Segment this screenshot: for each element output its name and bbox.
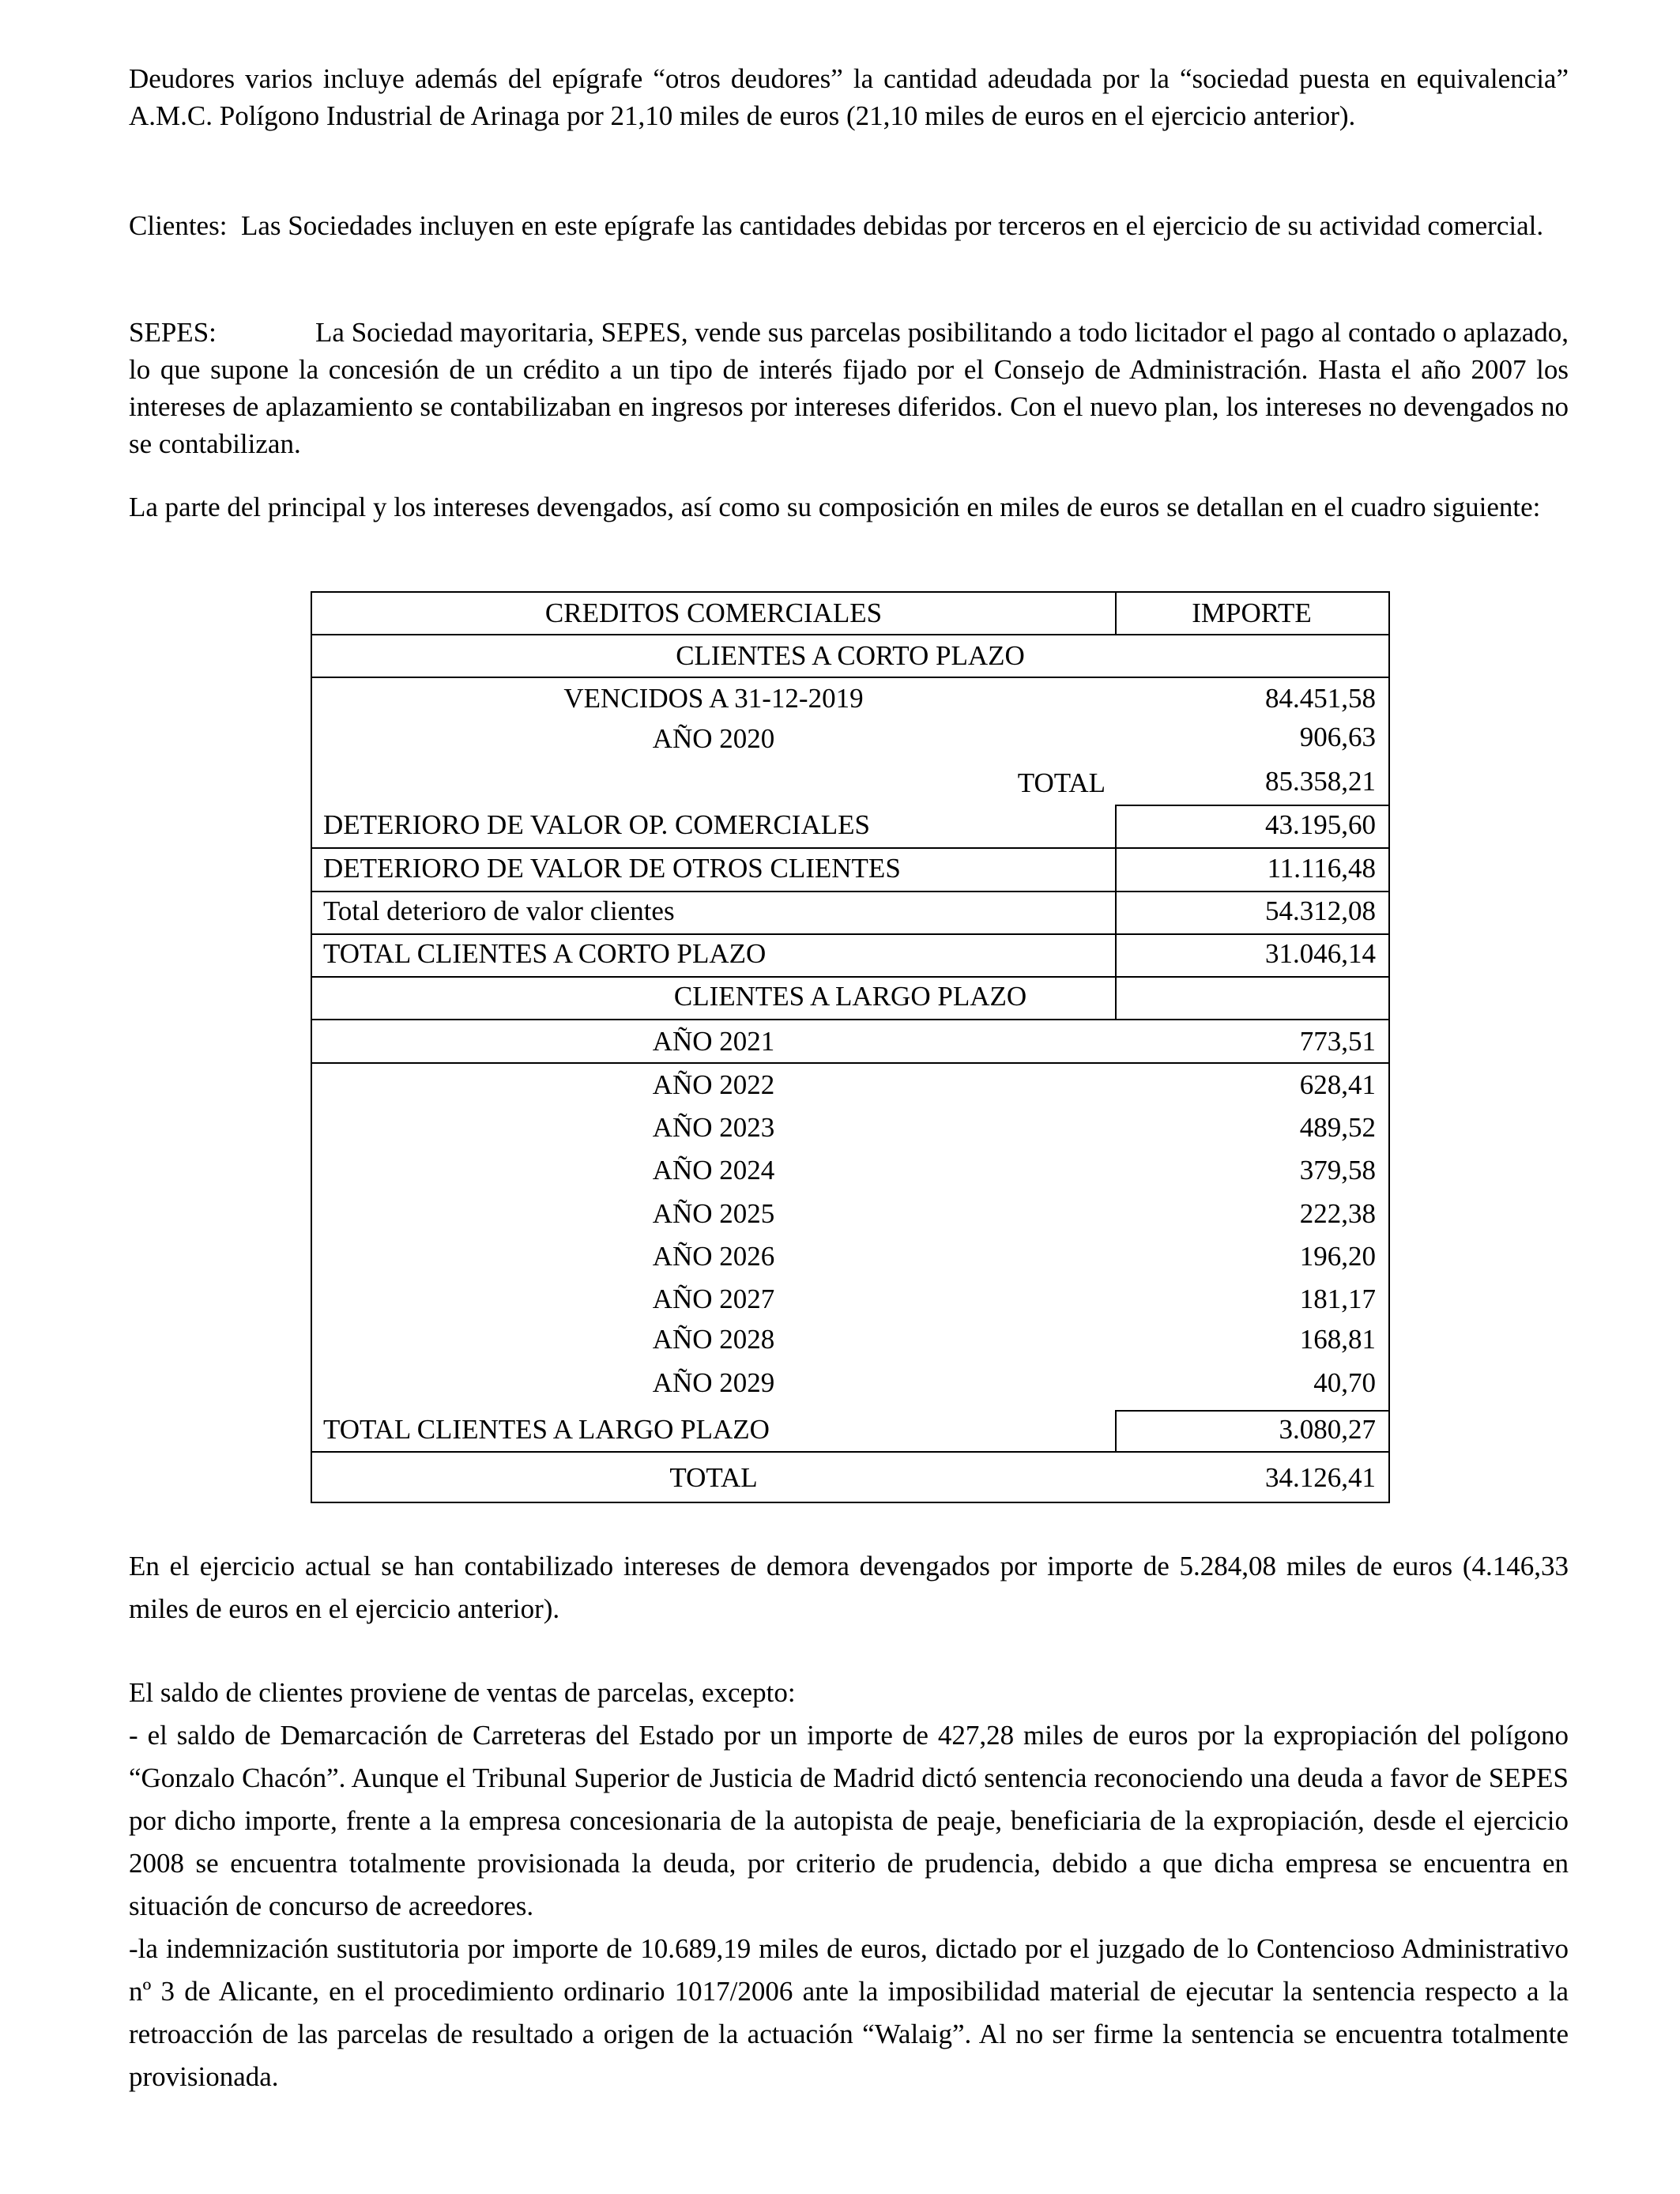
long-term-title: CLIENTES A LARGO PLAZO bbox=[673, 981, 1027, 1012]
long-term-row-label: AÑO 2026 bbox=[652, 1241, 775, 1272]
short-term-row-label: VENCIDOS A 31-12-2019 bbox=[563, 683, 864, 714]
long-term-row-value: 379,58 bbox=[1299, 1155, 1376, 1186]
saldo-intro: El saldo de clientes proviene de ventas de parcelas, excepto: bbox=[129, 1677, 796, 1708]
long-term-row-label: AÑO 2024 bbox=[652, 1155, 775, 1186]
impairment-row-label: DETERIORO DE VALOR DE OTROS CLIENTES bbox=[323, 853, 901, 884]
long-term-row-value: 222,38 bbox=[1299, 1198, 1376, 1229]
long-term-row-label: AÑO 2028 bbox=[652, 1324, 775, 1355]
long-term-row-label: AÑO 2027 bbox=[652, 1284, 775, 1314]
long-term-total-value: 3.080,27 bbox=[1279, 1414, 1376, 1445]
paragraph-clientes bbox=[129, 207, 1569, 244]
clientes-label: Clientes: bbox=[129, 210, 228, 241]
impairment-row-value: 43.195,60 bbox=[1265, 809, 1376, 840]
long-term-row-label: AÑO 2022 bbox=[652, 1069, 775, 1100]
header-amount: IMPORTE bbox=[1192, 598, 1312, 628]
long-term-row-label: AÑO 2029 bbox=[652, 1367, 775, 1398]
short-term-total-label: TOTAL bbox=[1017, 767, 1106, 798]
impairment-row-label: Total deterioro de valor clientes bbox=[323, 895, 675, 926]
long-term-row-label: AÑO 2023 bbox=[652, 1112, 775, 1143]
header-concept: CREDITOS COMERCIALES bbox=[544, 598, 883, 628]
paragraph-sepes bbox=[129, 314, 1569, 462]
long-term-row-value: 773,51 bbox=[1299, 1026, 1376, 1057]
clientes-text: Las Sociedades incluyen en este epígrafe las cantidades debidas por terceros en el ejercicio de su actividad comercial. bbox=[240, 210, 1544, 241]
paragraph-saldo bbox=[129, 1672, 1569, 2098]
impairment-row-value: 31.046,14 bbox=[1265, 938, 1376, 969]
long-term-row-value: 40,70 bbox=[1313, 1367, 1376, 1398]
saldo-item-1: - el saldo de Demarcación de Carreteras del Estado por un importe de 427,28 miles de euros por la expropiación del polígono “Gonzalo Chacón”. Aunque el Tribunal Superior de Justicia de Madrid dictó sentencia reconociendo una deuda a favor de SEPES por dicho importe, frente a la empresa concesionaria de la autopista de peaje, beneficiaria de la expropiación, desde el ejercicio 2008 se encuentra totalmente provisionada la deuda, por criterio de prudencia, debido a que dicha empresa se encuentra en situación de concurso de acreedores. bbox=[129, 1720, 1569, 1921]
paragraph-intereses: En el ejercicio actual se han contabilizado intereses de demora devengados por importe de 5.284,08 miles de euros (4.146,33 miles de euros en el ejercicio anterior). bbox=[129, 1551, 1569, 1624]
long-term-row-label: AÑO 2021 bbox=[652, 1026, 775, 1057]
creditos-comerciales-table bbox=[311, 591, 1390, 1503]
short-term-row-value: 84.451,58 bbox=[1265, 683, 1376, 714]
long-term-row-value: 628,41 bbox=[1299, 1069, 1376, 1100]
short-term-row-label: AÑO 2020 bbox=[652, 723, 775, 754]
long-term-row-value: 196,20 bbox=[1299, 1241, 1376, 1272]
short-term-title: CLIENTES A CORTO PLAZO bbox=[676, 640, 1025, 671]
long-term-total-label: TOTAL CLIENTES A LARGO PLAZO bbox=[323, 1414, 770, 1445]
short-term-total-value: 85.358,21 bbox=[1265, 766, 1376, 797]
paragraph-deudores: Deudores varios incluye además del epígrafe “otros deudores” la cantidad adeudada por la “sociedad puesta en equivalencia” A.M.C. Polígono Industrial de Arinaga por 21,10 miles de euros (21,10 miles de euros en el ejercicio anterior). bbox=[129, 63, 1569, 131]
short-term-row-value: 906,63 bbox=[1299, 722, 1376, 752]
grand-total-value: 34.126,41 bbox=[1265, 1462, 1376, 1493]
sepes-text: La Sociedad mayoritaria, SEPES, vende sus parcelas posibilitando a todo licitador el pago al contado o aplazado, lo que supone la concesión de un crédito a un tipo de interés fijado por el Consejo de Administración. Hasta el año 2007 los intereses de aplazamiento se contabilizaban en ingresos por intereses diferidos. Con el nuevo plan, los intereses no devengados no se contabilizan. bbox=[129, 317, 1569, 459]
grand-total-label: TOTAL bbox=[669, 1462, 758, 1493]
long-term-row-value: 489,52 bbox=[1299, 1112, 1376, 1143]
paragraph-intro-table: La parte del principal y los intereses devengados, así como su composición en miles de euros se detallan en el cuadro siguiente: bbox=[129, 492, 1541, 522]
impairment-row-value: 11.116,48 bbox=[1267, 853, 1376, 884]
saldo-item-2: -la indemnización sustitutoria por importe de 10.689,19 miles de euros, dictado por el juzgado de lo Contencioso Administrativo nº 3 de Alicante, en el procedimiento ordinario 1017/2006 ante la imposibilidad material de ejecutar la sentencia respecto a la retroacción de las parcelas de resultado a origen de la actuación “Walaig”. Al no ser firme la sentencia se encuentra totalmente provisionada. bbox=[129, 1933, 1569, 2092]
impairment-row-value: 54.312,08 bbox=[1265, 895, 1376, 926]
long-term-row-value: 168,81 bbox=[1299, 1324, 1376, 1355]
sepes-label: SEPES: bbox=[129, 317, 217, 348]
long-term-row-value: 181,17 bbox=[1299, 1284, 1376, 1314]
long-term-row-label: AÑO 2025 bbox=[652, 1198, 775, 1229]
impairment-row-label: DETERIORO DE VALOR OP. COMERCIALES bbox=[323, 809, 870, 840]
impairment-row-label: TOTAL CLIENTES A CORTO PLAZO bbox=[323, 938, 767, 969]
